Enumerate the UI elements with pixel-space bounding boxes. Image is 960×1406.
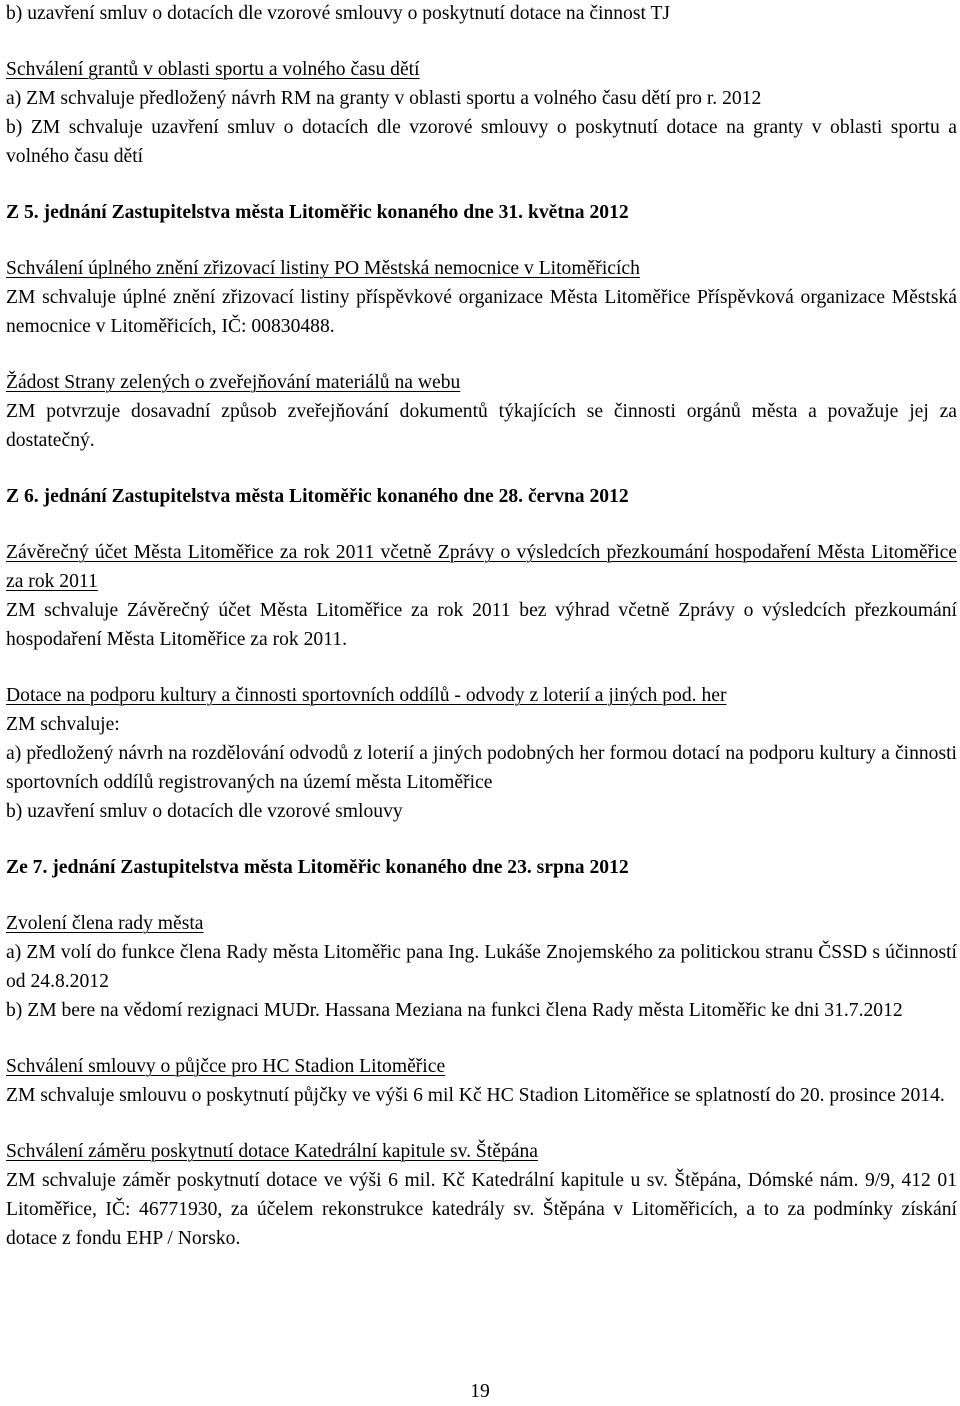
section-title-grants-sport: Schválení grantů v oblasti sportu a volného času dětí [6,59,420,80]
meeting6-item2-intro: ZM schvaluje: [6,714,120,735]
meeting5-item1-text: ZM schvaluje úplné znění zřizovací listiny příspěvkové organizace Města Litoměřice Příspěvková organizace Městská nemocnice v Litoměřicích, IČ: 00830488. [6,287,957,337]
meeting5-item2-text: ZM potvrzuje dosavadní způsob zveřejňování dokumentů týkajících se činnosti orgánů města a považuje jej za dostatečný. [6,401,957,451]
meeting5-item1-title: Schválení úplného znění zřizovací listiny PO Městská nemocnice v Litoměřicích [6,258,640,279]
meeting7-item1-a: a) ZM volí do funkce člena Rady města Litoměřic pana Ing. Lukáše Znojemského za politickou stranu ČSSD s účinností od 24.8.2012 [6,942,957,992]
meeting6-heading: Z 6. jednání Zastupitelstva města Litoměřic konaného dne 28. června 2012 [6,486,629,507]
meeting6-item2-a: a) předložený návrh na rozdělování odvodů z loterií a jiných podobných her formou dotací na podporu kultury a činnosti sportovních oddílů registrovaných na území města Litoměřice [6,743,957,793]
meeting6-item2-title: Dotace na podporu kultury a činnosti sportovních oddílů - odvody z loterií a jiných pod. her [6,685,727,706]
grants-sport-b: b) ZM schvaluje uzavření smluv o dotacích dle vzorové smlouvy o poskytnutí dotace na granty v oblasti sportu a volného času dětí [6,117,957,167]
meeting5-item2-title: Žádost Strany zelených o zveřejňování materiálů na webu [6,372,461,393]
meeting5-heading: Z 5. jednání Zastupitelstva města Litoměřic konaného dne 31. května 2012 [6,202,629,223]
document-page [6,0,957,1253]
meeting7-heading: Ze 7. jednání Zastupitelstva města Litoměřic konaného dne 23. srpna 2012 [6,857,629,878]
grants-sport-a: a) ZM schvaluje předložený návrh RM na granty v oblasti sportu a volného času dětí pro r. 2012 [6,88,762,109]
intro-line: b) uzavření smluv o dotacích dle vzorové smlouvy o poskytnutí dotace na činnost TJ [6,3,671,24]
meeting7-item2-text: ZM schvaluje smlouvu o poskytnutí půjčky ve výši 6 mil Kč HC Stadion Litoměřice se splatností do 20. prosince 2014. [6,1085,945,1106]
page-number: 19 [470,1381,490,1402]
meeting6-item2-b: b) uzavření smluv o dotacích dle vzorové smlouvy [6,801,403,822]
meeting6-item1-text: ZM schvaluje Závěrečný účet Města Litoměřice za rok 2011 bez výhrad včetně Zprávy o výsledcích přezkoumání hospodaření Města Litoměřice za rok 2011. [6,600,957,650]
meeting6-item1-title: Závěrečný účet Města Litoměřice za rok 2011 včetně Zprávy o výsledcích přezkoumání hospodaření Města Litoměřice za rok 2011 [6,542,957,592]
meeting7-item3-text: ZM schvaluje záměr poskytnutí dotace ve výši 6 mil. Kč Katedrální kapitule u sv. Štěpána, Dómské nám. 9/9, 412 01 Litoměřice, IČ: 46771930, za účelem rekonstrukce katedrály sv. Štěpána v Litoměřicích, a to za podmínky získání dotace z fondu EHP / Norsko. [6,1170,957,1249]
meeting7-item2-title: Schválení smlouvy o půjčce pro HC Stadion Litoměřice [6,1056,446,1077]
meeting7-item1-title: Zvolení člena rady města [6,913,204,934]
meeting7-item3-title: Schválení záměru poskytnutí dotace Katedrální kapitule sv. Štěpána [6,1141,538,1162]
meeting7-item1-b: b) ZM bere na vědomí rezignaci MUDr. Hassana Meziana na funkci člena Rady města Litoměřic ke dni 31.7.2012 [6,1000,903,1021]
